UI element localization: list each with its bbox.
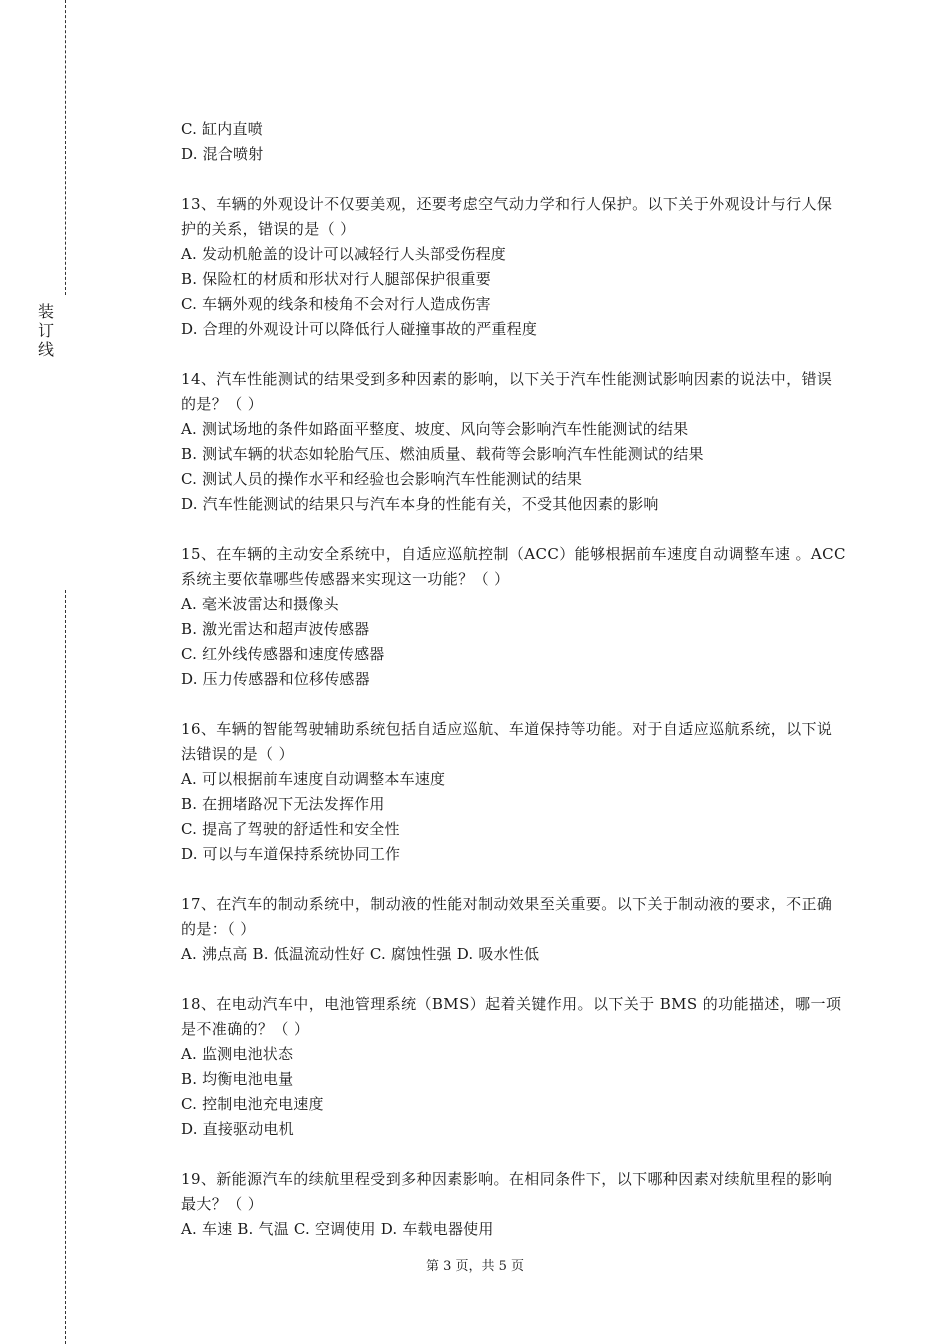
option: B. 均衡电池电量: [181, 1070, 294, 1088]
option: A. 发动机舱盖的设计可以减轻行人头部受伤程度: [181, 245, 506, 263]
option: C. 提高了驾驶的舒适性和安全性: [181, 820, 400, 838]
option: C. 车辆外观的线条和棱角不会对行人造成伤害: [181, 295, 491, 313]
question-12-tail: [181, 117, 846, 167]
binding-char: 线: [37, 340, 54, 359]
question-17: [181, 892, 846, 967]
question-stem: 13、车辆的外观设计不仅要美观，还要考虑空气动力学和行人保护。以下关于外观设计与行人保护的关系，错误的是（ ）: [181, 195, 833, 238]
question-stem: 15、在车辆的主动安全系统中，自适应巡航控制（ACC）能够根据前车速度自动调整车速 。ACC 系统主要依靠哪些传感器来实现这一功能？（ ）: [181, 545, 846, 588]
binding-char: 订: [37, 321, 54, 340]
question-stem: 19、新能源汽车的续航里程受到多种因素影响。在相同条件下，以下哪种因素对续航里程的影响最大？（ ）: [181, 1170, 833, 1213]
options-inline: A. 车速 B. 气温 C. 空调使用 D. 车载电器使用: [181, 1220, 494, 1238]
question-15: [181, 542, 846, 692]
binding-dashed-line-bottom: [65, 590, 66, 1344]
option: D. 合理的外观设计可以降低行人碰撞事故的严重程度: [181, 320, 538, 338]
option: C. 测试人员的操作水平和经验也会影响汽车性能测试的结果: [181, 470, 583, 488]
option: C. 红外线传感器和速度传感器: [181, 645, 385, 663]
binding-label: [36, 302, 56, 359]
binding-char: 装: [37, 302, 54, 321]
question-13: [181, 192, 846, 342]
option: C. 控制电池充电速度: [181, 1095, 324, 1113]
question-stem: 18、在电动汽车中，电池管理系统（BMS）起着关键作用。以下关于 BMS 的功能描述，哪一项是不准确的？（ ）: [181, 995, 842, 1038]
question-stem: 17、在汽车的制动系统中，制动液的性能对制动效果至关重要。以下关于制动液的要求，不正确的是：（ ）: [181, 895, 833, 938]
option: A. 测试场地的条件如路面平整度、坡度、风向等会影响汽车性能测试的结果: [181, 420, 689, 438]
option: D. 可以与车道保持系统协同工作: [181, 845, 401, 863]
options-inline: A. 沸点高 B. 低温流动性好 C. 腐蚀性强 D. 吸水性低: [181, 945, 540, 963]
question-16: [181, 717, 846, 867]
question-stem: 14、汽车性能测试的结果受到多种因素的影响，以下关于汽车性能测试影响因素的说法中，错误的是？（ ）: [181, 370, 833, 413]
option: C. 缸内直喷: [181, 120, 263, 138]
option: B. 保险杠的材质和形状对行人腿部保护很重要: [181, 270, 491, 288]
option: D. 汽车性能测试的结果只与汽车本身的性能有关，不受其他因素的影响: [181, 495, 659, 513]
option: B. 激光雷达和超声波传感器: [181, 620, 370, 638]
option: D. 压力传感器和位移传感器: [181, 670, 370, 688]
page-number: 第 3 页，共 5 页: [425, 1259, 525, 1274]
question-list: [181, 117, 846, 1242]
option: D. 直接驱动电机: [181, 1120, 294, 1138]
option: D. 混合喷射: [181, 145, 264, 163]
option: A. 可以根据前车速度自动调整本车速度: [181, 770, 446, 788]
option: A. 毫米波雷达和摄像头: [181, 595, 339, 613]
question-18: [181, 992, 846, 1142]
option: A. 监测电池状态: [181, 1045, 294, 1063]
option: B. 测试车辆的状态如轮胎气压、燃油质量、载荷等会影响汽车性能测试的结果: [181, 445, 704, 463]
binding-dashed-line-top: [65, 0, 66, 295]
question-stem: 16、车辆的智能驾驶辅助系统包括自适应巡航、车道保持等功能。对于自适应巡航系统，以下说法错误的是（ ）: [181, 720, 833, 763]
question-19: [181, 1167, 846, 1242]
option: B. 在拥堵路况下无法发挥作用: [181, 795, 385, 813]
question-14: [181, 367, 846, 517]
